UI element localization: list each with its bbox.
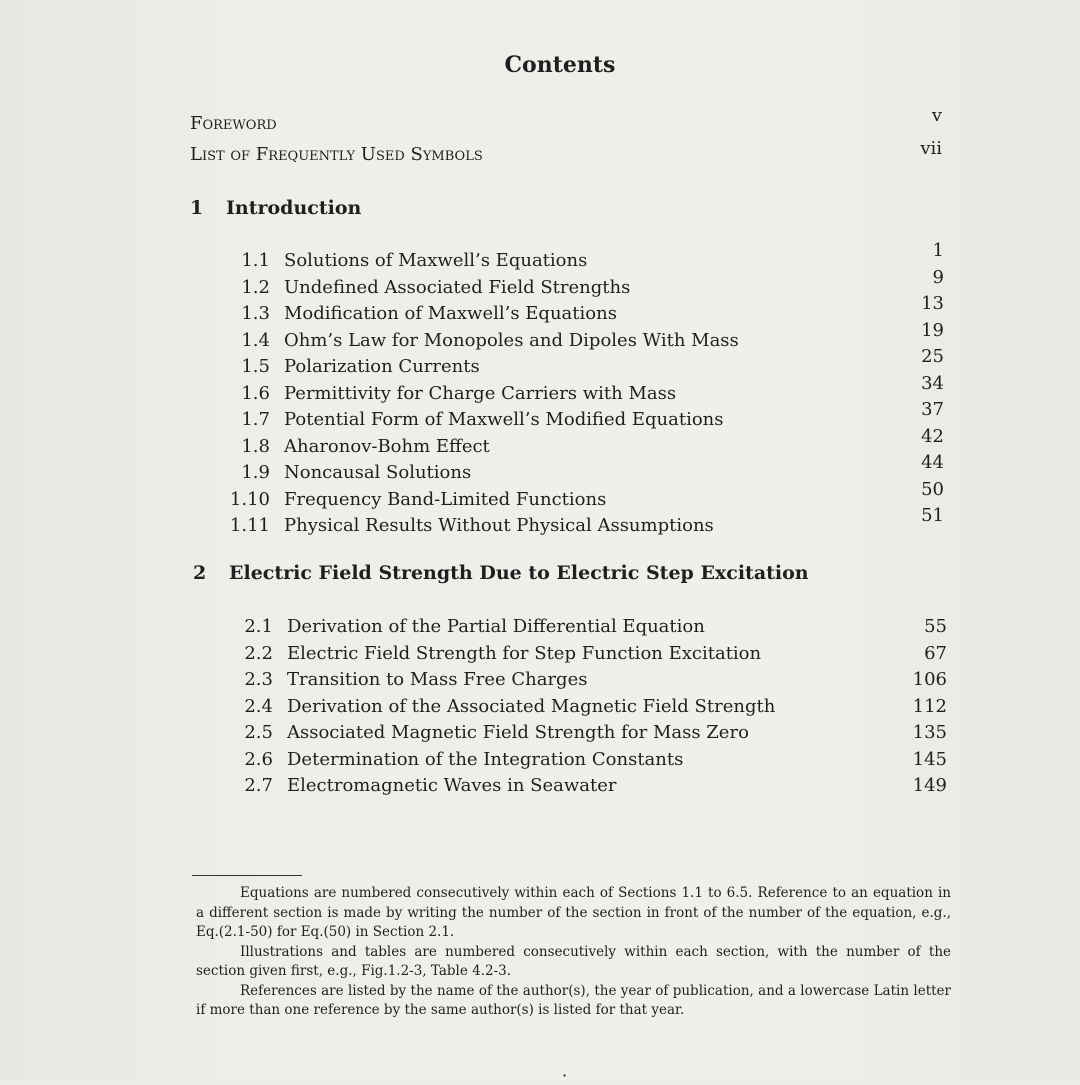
toc-row[interactable] [200, 346, 944, 383]
toc-row[interactable] [203, 616, 947, 643]
section-title: Modification of Maxwell’s Equations [284, 303, 617, 324]
toc-entry-label: Foreword [190, 113, 277, 134]
section-page: 51 [921, 505, 944, 526]
chapter-1-section-list [200, 240, 944, 542]
footnote-equations: Equations are numbered consecutively within each of Sections 1.1 to 6.5. Reference to an equation in a different section is made by writing the number of the section in front of the number of the equation, e.g., Eq.(2.1-50) for Eq.(50) in Section 2.1. [196, 885, 951, 940]
toc-row[interactable] [200, 505, 944, 542]
toc-row[interactable] [200, 425, 944, 463]
section-title: Aharonov-Bohm Effect [284, 435, 490, 457]
section-page: 135 [912, 722, 947, 743]
section-title: Associated Magnetic Field Strength for Mass Zero [287, 722, 749, 743]
section-page: 25 [921, 346, 944, 367]
section-title: Electric Field Strength for Step Function Excitation [287, 642, 762, 664]
toc-entry-symbols[interactable] [190, 138, 942, 165]
section-number: 1.5 [241, 356, 270, 377]
toc-row[interactable] [200, 452, 944, 489]
section-title: Undefined Associated Field Strengths [284, 276, 631, 298]
section-title: Determination of the Integration Constants [287, 748, 684, 770]
section-number: 1.11 [229, 515, 270, 536]
section-number: 2.1 [244, 616, 273, 637]
chapter-title: Introduction [226, 197, 362, 219]
section-number: 1.10 [229, 488, 270, 510]
footnote-illustrations: Illustrations and tables are numbered consecutively within each section, with the number of the section given first, e.g., Fig.1.2-3, Table 4.2-3. [196, 943, 951, 979]
section-number: 1.8 [241, 435, 270, 457]
section-title: Electromagnetic Waves in Seawater [287, 775, 617, 796]
section-page: 149 [912, 775, 947, 796]
toc-row[interactable] [203, 669, 947, 696]
footnote-rule [192, 875, 302, 876]
toc-entry-foreword[interactable] [190, 105, 942, 134]
section-number: 2.6 [244, 748, 273, 770]
section-page: 13 [921, 293, 944, 314]
section-number: 2.7 [244, 775, 273, 796]
section-title: Transition to Mass Free Charges [287, 669, 588, 690]
section-page: 1 [932, 240, 944, 261]
section-title: Derivation of the Associated Magnetic Field Strength [287, 695, 776, 717]
section-page: 9 [932, 266, 944, 288]
toc-row[interactable] [203, 775, 947, 802]
section-number: 2.5 [244, 722, 273, 743]
toc-entry-label: List of Frequently Used Symbols [190, 144, 483, 165]
section-number: 1.3 [241, 303, 270, 324]
footnotes [196, 884, 951, 1021]
section-title: Permittivity for Charge Carriers with Mass [284, 382, 677, 404]
section-title: Solutions of Maxwell’s Equations [284, 250, 588, 271]
toc-row[interactable] [203, 722, 947, 749]
section-title: Derivation of the Partial Differential Equation [287, 616, 705, 637]
section-title: Ohm’s Law for Monopoles and Dipoles With Mass [284, 329, 739, 351]
chapter-heading-2[interactable] [193, 562, 809, 584]
section-title: Polarization Currents [284, 356, 480, 377]
section-page: 44 [921, 452, 944, 473]
chapter-number: 1 [190, 197, 204, 219]
section-page: 55 [924, 616, 947, 637]
section-page: 145 [912, 748, 947, 770]
section-page: 112 [912, 695, 947, 717]
toc-row[interactable] [200, 478, 944, 516]
toc-row[interactable] [200, 319, 944, 357]
section-number: 2.3 [244, 669, 273, 690]
section-number: 2.4 [244, 695, 273, 717]
contents-title: Contents [504, 52, 616, 78]
section-title: Noncausal Solutions [284, 462, 472, 483]
section-number: 1.1 [241, 250, 270, 271]
toc-row[interactable] [200, 372, 944, 410]
section-page: 67 [924, 642, 947, 664]
toc-row[interactable] [203, 696, 947, 723]
section-page: 42 [921, 425, 944, 447]
chapter-heading-1[interactable] [190, 197, 361, 219]
toc-row[interactable] [200, 240, 944, 277]
section-number: 1.2 [241, 276, 270, 298]
section-number: 1.7 [241, 409, 270, 430]
toc-row[interactable] [200, 293, 944, 330]
chapter-2-section-list [203, 616, 947, 802]
chapter-number: 2 [193, 562, 207, 584]
section-number: 1.9 [241, 462, 270, 483]
section-number: 2.2 [244, 642, 273, 664]
toc-row[interactable] [203, 643, 947, 670]
footnote-references: References are listed by the name of the author(s), the year of publication, and a lowercase Latin letter if more than one reference by the same author(s) is listed for that year. [196, 982, 951, 1018]
section-page: 19 [921, 319, 944, 341]
section-title: Physical Results Without Physical Assumptions [284, 515, 714, 536]
toc-entry-page: vii [920, 138, 942, 159]
toc-entry-page: v [931, 105, 942, 126]
toc-row[interactable] [200, 266, 944, 304]
section-page: 50 [921, 478, 944, 500]
section-title: Potential Form of Maxwell’s Modified Equations [284, 409, 724, 430]
section-number: 1.4 [241, 329, 270, 351]
toc-row[interactable] [203, 749, 947, 776]
toc-row[interactable] [200, 399, 944, 436]
section-number: 1.6 [241, 382, 270, 404]
section-title: Frequency Band-Limited Functions [284, 488, 607, 510]
section-page: 37 [921, 399, 944, 420]
section-page: 106 [912, 669, 947, 690]
section-page: 34 [921, 372, 944, 394]
chapter-title: Electric Field Strength Due to Electric Step Excitation [229, 562, 809, 584]
page-mark: · [562, 1066, 568, 1085]
